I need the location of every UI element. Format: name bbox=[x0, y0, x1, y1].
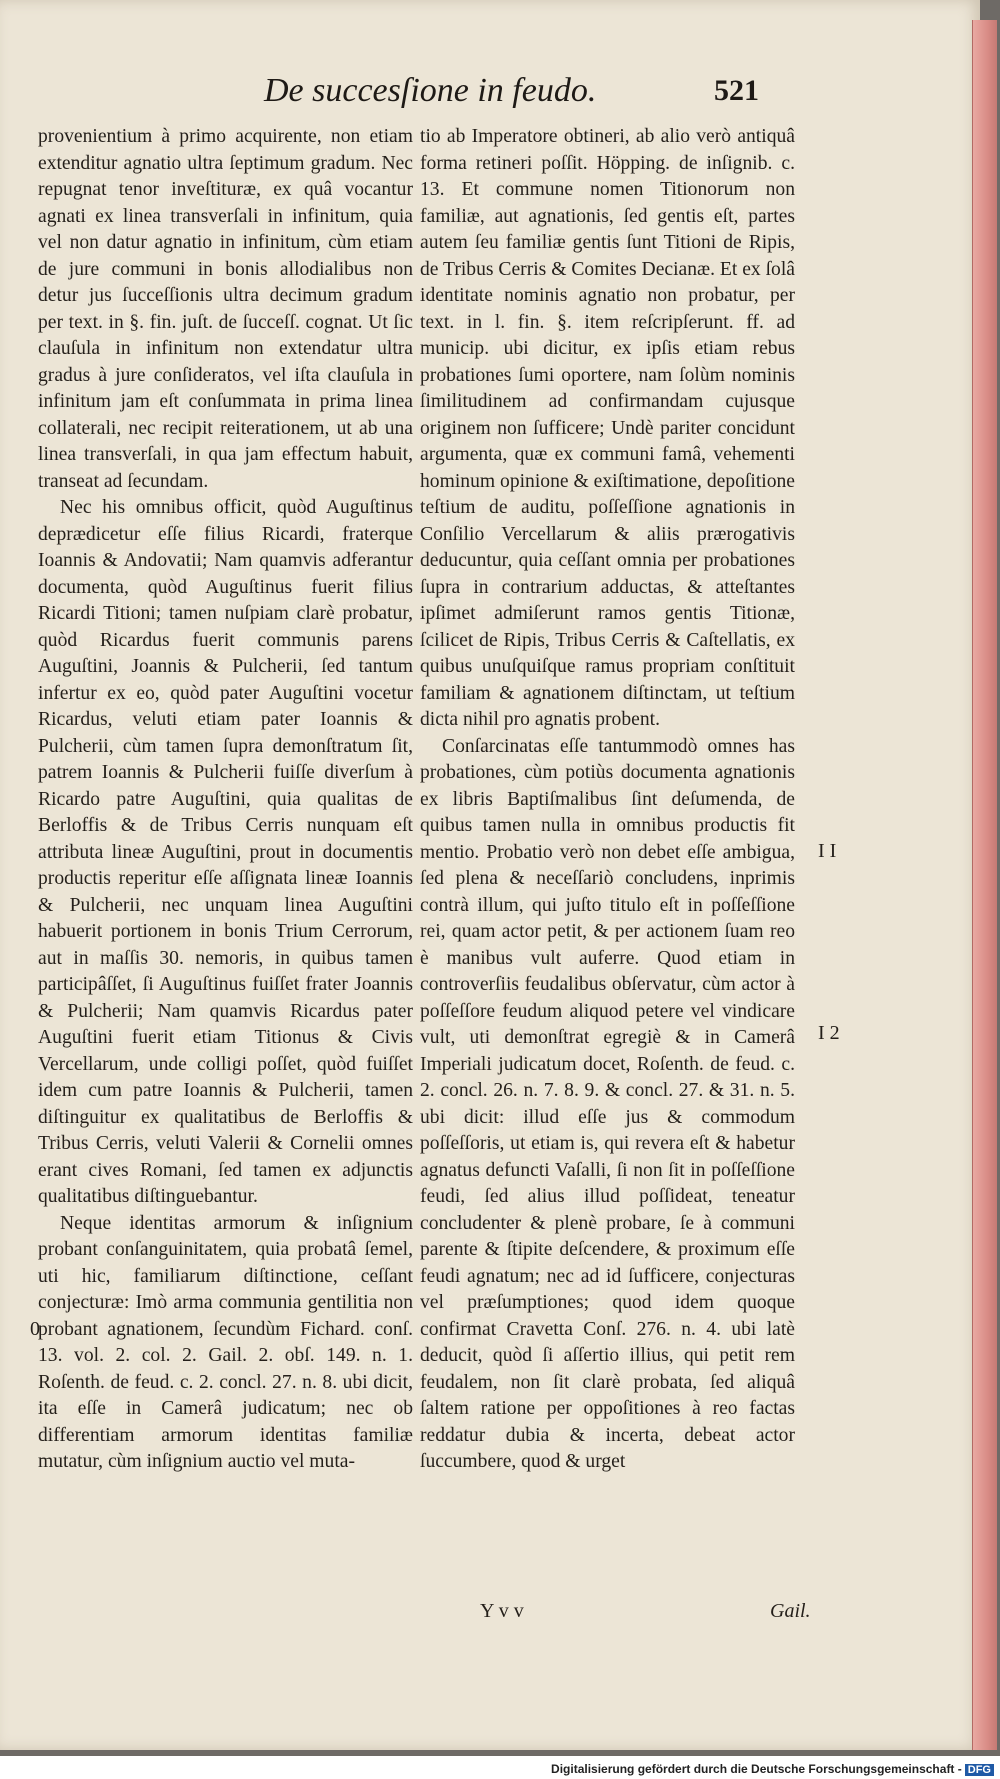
footer-credit bbox=[551, 1762, 994, 1776]
footer-credit-text: Digitalisierung gefördert durch die Deutsche Forschungsgemeinschaft - bbox=[551, 1762, 962, 1776]
paragraph: Nec his omnibus officit, quòd Auguſtinus deprædicetur eſſe filius Ricardi, fraterque Ioannis & Andovatii; Nam quamvis adferantur documenta, quòd Auguſtinus fuerit filius Ricardi Titioni; tamen nuſpiam clarè probatur, quòd Ricardus fuerit communis parens Auguſtini, Joannis & Pulcherii, ſed tantum infertur ex eo, quòd pater Auguſtini vocetur Ricardus, veluti etiam pater Ioannis & Pulcherii, cùm tamen ſupra demonſtratum ſit, patrem Ioannis & Pulcherii fuiſſe diverſum à Ricardo patre Auguſtini, quia qualitas de Berloffis & de Tribus Cerris nunquam eſt attributa lineæ Auguſtini, prout in documentis productis reperitur eſſe aſſignata lineæ Ioannis & Pulcherii, nec unquam linea Auguſtini habuerit portionem in bonis Trium Cerrorum, aut in maſſis 30. nemoris, in quibus tamen participâſſet, ſi Auguſtinus fuiſſet frater Joannis & Pulcherii; Nam quamvis Ricardus pater Auguſtini fuerit etiam Titionus & Civis Vercellarum, unde colligi poſſet, quòd fuiſſet idem cum patre Ioannis & Pulcherii, tamen diſtinguitur ex qualitatibus de Berloffis & Tribus Cerris, veluti Valerii & Cornelii omnes erant cives Romani, ſed tamen ex adjunctis qualitatibus diſtinguebantur. bbox=[38, 497, 413, 1207]
running-header bbox=[38, 72, 768, 114]
margin-number-11: I I bbox=[818, 840, 837, 862]
paragraph: provenientium à primo acquirente, non etiam extenditur agnatio ultra ſeptimum gradum. Nec repugnat tenor inveſtituræ, ex quâ vocantur agnati ex linea transverſali in infinitum, quia vel non datur agnatio in infinitum, cùm etiam de jure communi in bonis allodialibus non detur jus ſucceſſionis ultra decimum gradum per text. in §. fin. juſt. de ſucceſſ. cognat. Ut ſic clauſula in infinitum non extendatur ultra gradus à jure conſideratos, vel iſta clauſula in infinitum jam eſt conſummata in prima linea collaterali, nec recipit reiterationem, ut ab una linea transverſali, in qua jam effectum habuit, transeat ad ſecundam. bbox=[38, 126, 413, 492]
signature-mark: Y v v bbox=[480, 1600, 524, 1622]
page-edge bbox=[972, 20, 997, 1750]
running-title: De succesſione in feudo. bbox=[264, 72, 597, 109]
margin-number-10: 0 bbox=[30, 1318, 40, 1340]
right-column bbox=[420, 124, 795, 1476]
page-number: 521 bbox=[714, 74, 759, 107]
paragraph: tio ab Imperatore obtineri, ab alio verò antiquâ forma retineri poſſit. Höpping. de inſignib. c. 13. Et commune nomen Titionorum non familiæ, aut agnationis, ſed gentis eſt, partes autem ſeu familiæ gentis ſunt Titioni de Ripis, de Tribus Cerris & Comites Decianæ. Et ex ſolâ identitate nominis agnatio non probatur, per text. in l. fin. §. item reſcripſerunt. ff. ad municip. ubi dicitur, ex ipſis etiam rebus probationes ſumi oportere, nam ſolùm nominis ſimilitudinem ad confirmandam cujusque originem non ſufficere; Undè pariter concidunt argumenta, quæ ex communi famâ, vehementi hominum opinione & exiſtimatione, depoſitione teſtium de auditu, poſſeſſione agnationis in Conſilio Vercellarum & aliis prærogativis deducuntur, quia ceſſant omnia per probationes ſupra in contrarium adductas, & atteſtantes ipſimet admiſerunt ramos gentis Titionæ, ſcilicet de Ripis, Tribus Cerris & Caſtellatis, ex quibus unuſquiſque ramus propriam conſtituit familiam & agnationem diſtinctam, ut teſtium dicta nihil pro agnatis probent. bbox=[420, 126, 795, 730]
left-column bbox=[38, 124, 413, 1476]
catchword: Gail. bbox=[770, 1600, 811, 1622]
dfg-logo: DFG bbox=[965, 1764, 994, 1776]
paragraph: Neque identitas armorum & inſignium probant conſanguinitatem, quia probatâ ſemel, uti hic, familiarum diſtinctione, ceſſant conjecturæ: Imò arma communia gentilitia non probant agnationem, ſecundùm Fichard. conſ. 13. vol. 2. col. 2. Gail. 2. obſ. 149. n. 1. Roſenth. de feud. c. 2. concl. 27. n. 8. ubi dicit, ita eſſe in Camerâ judicatum; nec ob differentiam armorum identitas familiæ mutatur, cùm inſignium auctio vel muta- bbox=[38, 1212, 413, 1472]
paragraph: Conſarcinatas eſſe tantummodò omnes has probationes, cùm potiùs documenta agnationis ex libris Baptiſmalibus ſint deſumenda, de quibus tamen nulla in omnibus productis fit mentio. Probatio verò non debet eſſe ambigua, ſed plena & neceſſariò concludens, inprimis contrà illum, qui juſto titulo eſt in poſſeſſione rei, quam actor petit, & per actionem ſuam reo è manibus vult auferre. Quod etiam in controverſiis feudalibus obſervatur, cùm actor à poſſeſſore feudum aliquod petere vel vindicare vult, uti demonſtrat egregiè & in Camerâ Imperiali judicatum docet, Roſenth. de feud. c. 2. concl. 26. n. 7. 8. 9. & concl. 27. & 31. n. 5. ubi dicit: illud eſſe jus & commodum poſſeſſoris, ut etiam is, qui revera eſt & habetur agnatus defuncti Vaſalli, ſi non ſit in poſſeſſione feudi, ſed alius illud poſſideat, teneatur concludenter & plenè probare, ſe à communi parente & ſtipite deſcendere, & proximum eſſe feudi agnatum; nec ad id ſufficere, conjecturas vel præſumptiones; quod idem quoque confirmat Cravetta Conſ. 276. n. 4. ubi latè deducit, quòd ſi aſſertio illius, qui petit rem feudalem, non ſit clarè probata, ſed aliquâ ſaltem ratione per oppoſitiones à reo factas reddatur dubia & incerta, debeat actor ſuccumbere, quod & urget bbox=[420, 735, 795, 1472]
margin-number-12: I 2 bbox=[818, 1022, 840, 1044]
